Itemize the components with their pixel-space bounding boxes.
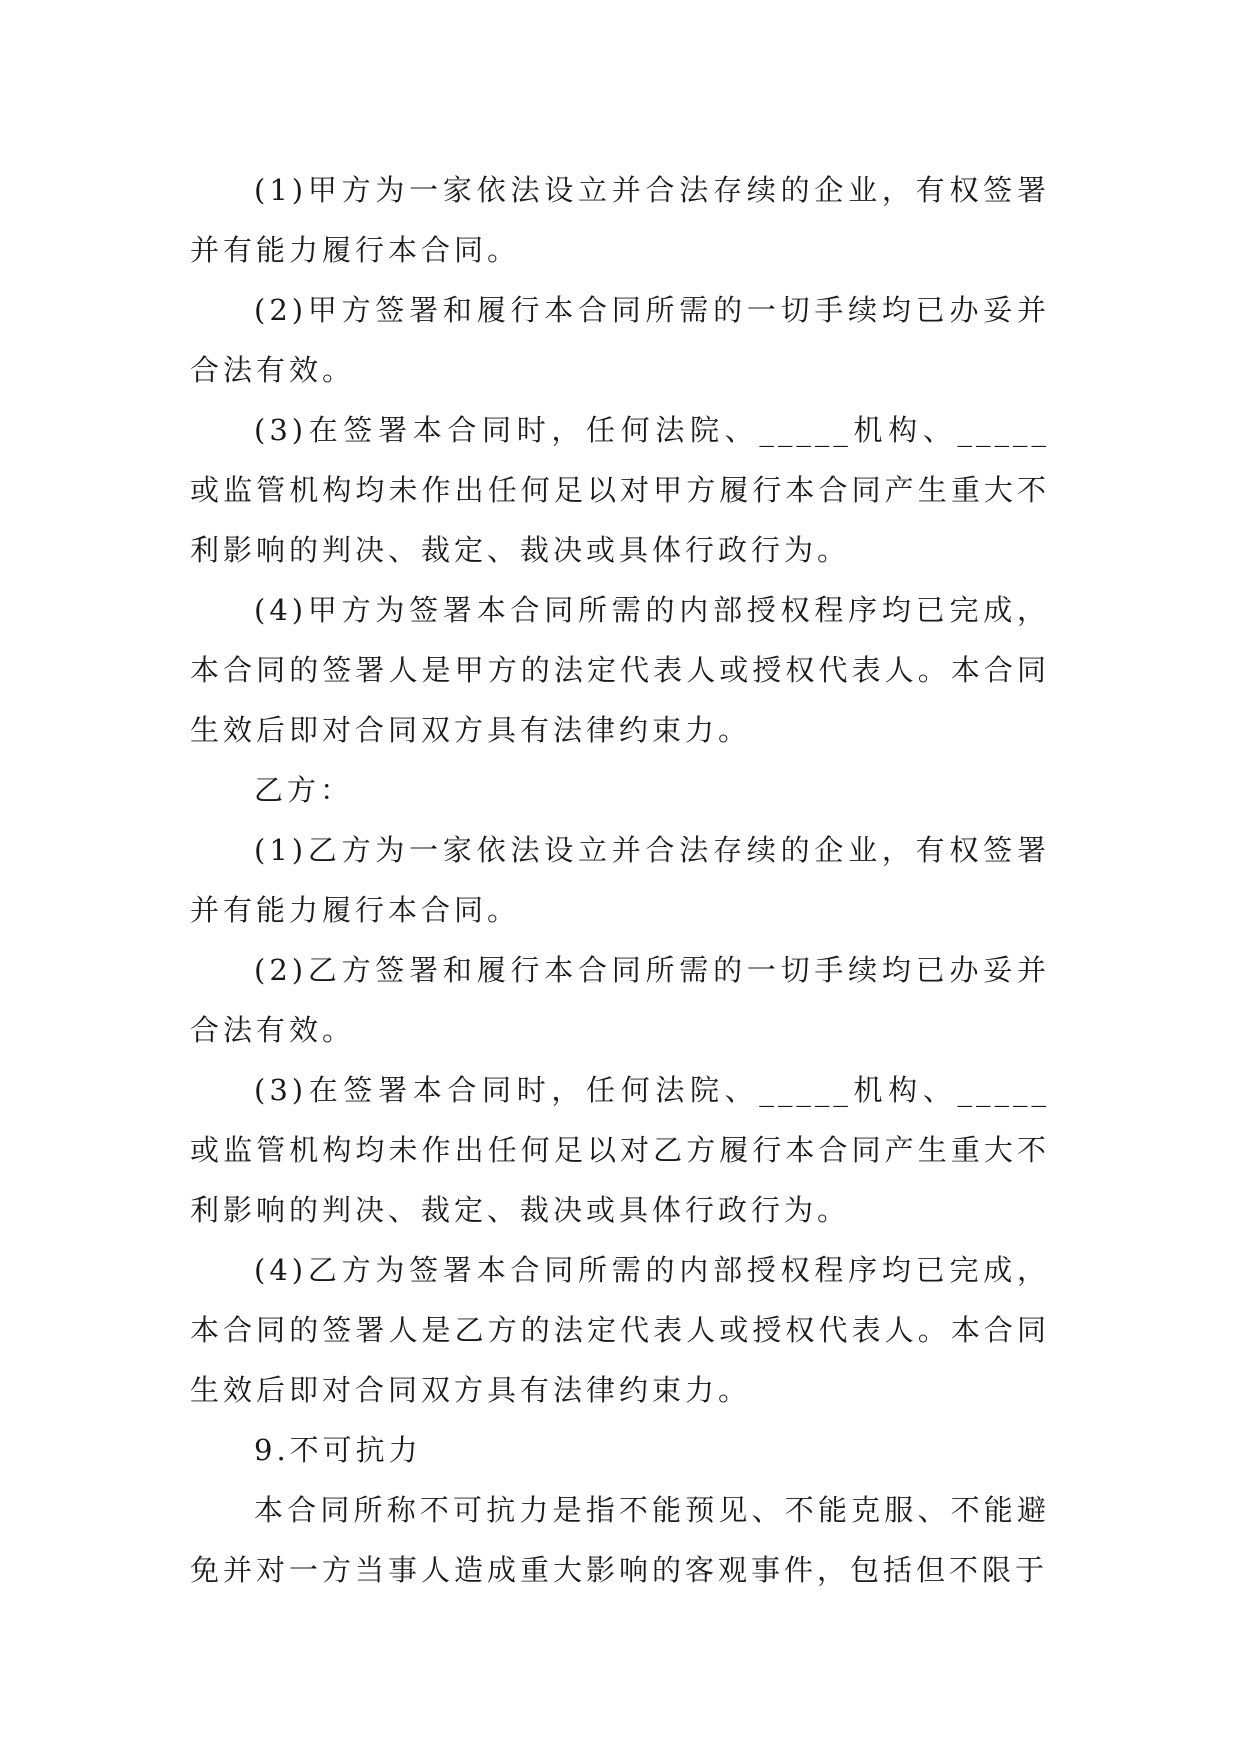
party-b-clause-1: (1)乙方为一家依法设立并合法存续的企业，有权签署并有能力履行本合同。	[190, 833, 1050, 927]
party-b-clause-2: (2)乙方签署和履行本合同所需的一切手续均已办妥并合法有效。	[190, 953, 1050, 1047]
party-b-clause-4: (4)乙方为签署本合同所需的内部授权程序均已完成，本合同的签署人是乙方的法定代表人或授权代表人。本合同生效后即对合同双方具有法律约束力。	[190, 1253, 1050, 1407]
force-majeure-definition: 本合同所称不可抗力是指不能预见、不能克服、不能避免并对一方当事人造成重大影响的客观事件，包括但不限于	[190, 1493, 1050, 1587]
party-b-clause-3: (3)在签署本合同时，任何法院、_____机构、_____或监管机构均未作出任何足以对乙方履行本合同产生重大不利影响的判决、裁定、裁决或具体行政行为。	[190, 1073, 1050, 1227]
party-a-clause-3: (3)在签署本合同时，任何法院、_____机构、_____或监管机构均未作出任何足以对甲方履行本合同产生重大不利影响的判决、裁定、裁决或具体行政行为。	[190, 413, 1050, 567]
section-heading-force-majeure: 9.不可抗力	[254, 1433, 422, 1467]
party-a-clause-2: (2)甲方签署和履行本合同所需的一切手续均已办妥并合法有效。	[190, 293, 1050, 387]
party-b-heading: 乙方：	[254, 773, 354, 807]
document-body	[190, 160, 1050, 1600]
party-a-clause-4: (4)甲方为签署本合同所需的内部授权程序均已完成，本合同的签署人是甲方的法定代表人或授权代表人。本合同生效后即对合同双方具有法律约束力。	[190, 593, 1050, 747]
party-a-clause-1: (1)甲方为一家依法设立并合法存续的企业，有权签署并有能力履行本合同。	[190, 173, 1050, 267]
